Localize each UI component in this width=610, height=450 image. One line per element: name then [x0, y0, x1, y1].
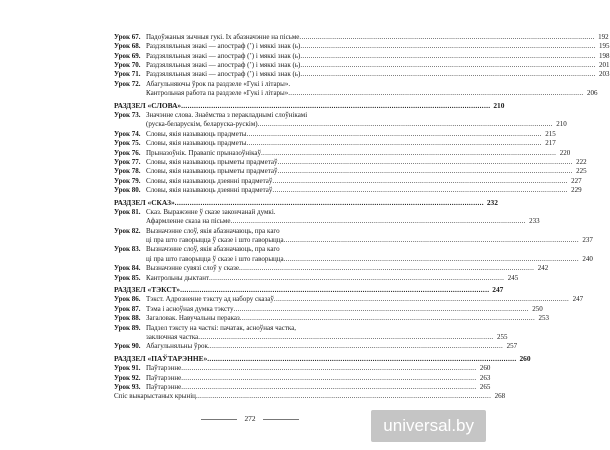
page-ref: 215: [545, 129, 556, 138]
lesson-title-line1: Падзел тэксту на часткі: пачатак, асноўная частка,: [146, 323, 297, 332]
lesson-title: [146, 149, 556, 158]
lesson-title: [146, 158, 573, 167]
lesson-title: [146, 186, 568, 195]
leader-dots: ................................................................................................................................................: [300, 51, 596, 60]
lesson-title-text: Раздзяляльныя знакі — апостраф (’) і мяккі знак (ь): [146, 42, 301, 51]
lesson-title: [146, 342, 503, 351]
leader-dots: ................................................................................................................................................: [198, 333, 494, 341]
section-title-text: РАЗДЗЕЛ «СЛОВА»: [114, 100, 182, 110]
page-ref: 192: [598, 32, 609, 41]
lesson-title-line2-text: ці пра што гаворыцца ў сказе і што гаворыцца: [146, 236, 284, 245]
lesson-title-line2-text: (руска-беларускім, беларуска-рускім): [146, 120, 258, 129]
leader-dots: ................................................................................................................................................: [300, 61, 596, 70]
lesson-title-text: Раздзяляльныя знакі — апостраф (’) і мяккі знак (ь): [146, 61, 301, 70]
lesson-number: Урок 67.: [114, 32, 141, 41]
lesson-title-line2: [146, 120, 553, 129]
lesson-title-line1: Значэнне слова. Знаёмства з перакладнымі слоўнікамі: [146, 111, 308, 120]
lesson-number: Урок 92.: [114, 373, 141, 382]
page-ref: 260: [479, 364, 491, 373]
lesson-title-text: Абагульняльны ўрок: [146, 342, 208, 351]
leader-dots: ................................................................................................................................................: [238, 264, 535, 273]
lesson-number: Урок 69.: [114, 51, 141, 60]
lesson-title: [146, 314, 535, 323]
toc-entry: [114, 245, 376, 254]
leader-dots: ................................................................................................................................................: [195, 392, 492, 401]
lesson-title-text: Словы, якія называюць прадметы: [146, 139, 247, 148]
lesson-number: Урок 79.: [114, 176, 141, 185]
section-title: [114, 355, 517, 364]
lesson-title-text: Словы, якія называюць прыметы прадметаў: [146, 157, 278, 166]
lesson-title-text: Словы, якія называюць дзеянні прадметаў: [146, 176, 273, 185]
leader-dots: ................................................................................................................................................: [272, 176, 568, 185]
lesson-title: [146, 264, 534, 273]
toc-entry: [114, 138, 556, 148]
leader-dots: ................................................................................................................................................: [239, 314, 535, 323]
toc-entry: [114, 176, 582, 185]
page-ref: 247: [492, 285, 504, 295]
lesson-title-text: Прыназоўнік. Правапіс прыназоўнікаў: [146, 148, 261, 157]
section-title: [114, 102, 490, 111]
toc-entry: [114, 382, 491, 391]
lesson-title-text: Тэма і асноўная думка тэксту: [146, 304, 234, 313]
lesson-title-text: Раздзяляльныя знакі — апостраф (’) і мяккі знак (ь): [146, 70, 301, 79]
lesson-title-text: Словы, якія называюць дзеянні прадметаў: [146, 186, 273, 195]
lesson-title-text: Паўтарэнне: [146, 382, 182, 391]
section-heading: [114, 285, 504, 295]
table-of-contents: [114, 32, 610, 401]
toc-entry: [114, 51, 610, 60]
lesson-title-line2-text: Кантрольная работа па раздзеле «Гукі і літары»: [146, 89, 289, 98]
page-ref: 220: [559, 148, 571, 157]
lesson-number: Урок 75.: [114, 139, 141, 148]
leader-dots: ................................................................................................................................................: [300, 42, 596, 51]
page-ref: 198: [599, 51, 610, 60]
lesson-title-text: Паўтарэнне: [146, 373, 182, 382]
lesson-title: [146, 383, 476, 392]
toc-entry-continued: [114, 216, 540, 226]
plain-title: [114, 392, 491, 401]
lesson-title: [146, 52, 596, 61]
leader-dots: ................................................................................................................................................: [174, 197, 484, 207]
lesson-number: Урок 74.: [114, 129, 141, 138]
page-ref: 222: [576, 157, 587, 166]
lesson-number: Урок 85.: [114, 273, 141, 282]
lesson-number: Урок 93.: [114, 382, 141, 391]
lesson-number: Урок 76.: [114, 148, 141, 157]
toc-entry: [114, 129, 556, 138]
leader-dots: ................................................................................................................................................: [283, 254, 579, 263]
leader-dots: ................................................................................................................................................: [300, 70, 596, 79]
toc-entry: [114, 207, 376, 216]
page-ref: 227: [571, 176, 582, 185]
lesson-title-line2: [146, 255, 579, 264]
leader-dots: ................................................................................................................................................: [233, 304, 529, 313]
toc-entry: [114, 373, 491, 382]
section-title-text: РАЗДЗЕЛ «СКАЗ»: [114, 197, 175, 207]
lesson-number: Урок 71.: [114, 70, 141, 79]
toc-entry-continued: [114, 88, 598, 98]
lesson-title: [146, 274, 504, 283]
leader-dots: ................................................................................................................................................: [181, 364, 477, 373]
section-title: [114, 199, 484, 208]
lesson-title-line2-text: ці пра што гаворыцца ў сказе і што гаворыцца: [146, 254, 284, 263]
leader-dots: ................................................................................................................................................: [246, 129, 542, 138]
page-ref: 242: [537, 264, 549, 273]
page-ref: 233: [529, 217, 540, 226]
lesson-title-text: Тэкст. Адрозненне тэксту ад набору сказаў: [146, 295, 274, 304]
lesson-title-line2: [146, 236, 579, 245]
toc-entry-continued: [114, 120, 567, 129]
leader-dots: ................................................................................................................................................: [299, 32, 595, 41]
lesson-number: Урок 80.: [114, 186, 141, 195]
page-ref: 245: [507, 273, 519, 282]
lesson-number: Урок 91.: [114, 364, 141, 373]
page-ref: 229: [571, 186, 582, 195]
leader-dots: ................................................................................................................................................: [181, 100, 491, 110]
page-ref: 250: [532, 304, 543, 313]
plain-title-text: Спіс выкарыстаных крыніц: [114, 392, 196, 401]
lesson-number: Урок 84.: [114, 264, 141, 273]
page-ref: 247: [572, 295, 584, 304]
lesson-number: Урок 86.: [114, 295, 141, 304]
leader-dots: ................................................................................................................................................: [209, 273, 505, 282]
lesson-title-text: Словы, якія называюць прадметы: [146, 129, 247, 138]
lesson-title-text: Падоўжаныя зычныя гукі. Іх абазначэнне на пісьме: [146, 32, 300, 41]
lesson-title-line2: [146, 333, 493, 342]
page-ref: 210: [556, 120, 567, 129]
leader-dots: ................................................................................................................................................: [181, 373, 477, 382]
section-title-text: РАЗДЗЕЛ «ПАЎТАРЭННЕ»: [114, 353, 208, 363]
lesson-title-text: Кантрольны дыктант: [146, 273, 209, 282]
lesson-number: Урок 73.: [114, 111, 141, 120]
lesson-title: [146, 374, 476, 383]
lesson-title-text: Раздзяляльныя знакі — апостраф (’) і мяккі знак (ь): [146, 51, 301, 60]
page-number: 272: [244, 414, 256, 423]
toc-entry-plain: [114, 391, 506, 401]
lesson-number: Урок 87.: [114, 304, 141, 313]
lesson-number: Урок 70.: [114, 61, 141, 70]
toc-entry-continued: [114, 254, 593, 263]
toc-entry: [114, 185, 582, 195]
toc-entry: [114, 32, 609, 41]
lesson-title: [146, 305, 529, 314]
leader-dots: ................................................................................................................................................: [277, 157, 573, 166]
leader-dots: ................................................................................................................................................: [180, 285, 490, 295]
leader-dots: ................................................................................................................................................: [277, 167, 573, 176]
lesson-title-text: Вызначэнне сувязі слоў у сказе: [146, 264, 239, 273]
section-heading: [114, 197, 498, 207]
lesson-title: [146, 42, 596, 51]
lesson-title: [146, 61, 596, 70]
leader-dots: ................................................................................................................................................: [272, 186, 568, 195]
toc-entry: [114, 363, 491, 373]
lesson-title-line2-text: заключная частка: [146, 333, 199, 341]
lesson-title-line1: Вызначэнне слоў, якія абазначаюць, пра каго: [146, 226, 280, 235]
page-ref: 195: [599, 42, 610, 51]
lesson-title: [146, 167, 573, 176]
lesson-number: Урок 77.: [114, 157, 141, 166]
toc-entry: [114, 295, 584, 304]
page-ref: 260: [519, 353, 531, 363]
lesson-number: Урок 82.: [114, 226, 141, 235]
lesson-number: Урок 88.: [114, 314, 141, 323]
toc-entry-continued: [114, 332, 508, 341]
page-ref: 232: [486, 197, 498, 207]
lesson-number: Урок 78.: [114, 167, 141, 176]
lesson-number: Урок 83.: [114, 245, 141, 254]
toc-entry: [114, 226, 376, 235]
leader-dots: ................................................................................................................................................: [260, 148, 557, 157]
leader-dots: ................................................................................................................................................: [257, 120, 553, 129]
lesson-title: [146, 33, 595, 42]
toc-entry: [114, 148, 571, 157]
toc-entry: [114, 157, 587, 166]
leader-dots: ................................................................................................................................................: [288, 89, 584, 98]
toc-entry-continued: [114, 235, 593, 245]
lesson-title: [146, 70, 596, 79]
page-ref: 206: [586, 89, 598, 98]
toc-entry: [114, 323, 376, 332]
page-ref: 201: [599, 61, 610, 70]
toc-entry: [114, 313, 549, 323]
toc-entry: [114, 41, 610, 51]
toc-entry: [114, 60, 610, 70]
lesson-title-text: Словы, якія называюць прыметы прадметаў: [146, 167, 278, 176]
lesson-title-text: Паўтарэнне: [146, 364, 182, 373]
toc-entry: [114, 70, 610, 79]
toc-entry: [114, 342, 518, 351]
lesson-title: [146, 295, 569, 304]
lesson-title: [146, 177, 568, 186]
watermark-logo: universal.by: [371, 410, 486, 442]
toc-entry: [114, 273, 519, 282]
toc-entry: [114, 166, 587, 176]
lesson-number: Урок 90.: [114, 342, 141, 351]
page-ref: 203: [599, 70, 610, 79]
lesson-title-line1: Абагульняючы ўрок па раздзеле «Гукі і літары».: [146, 79, 291, 88]
lesson-title: [146, 139, 542, 148]
leader-dots: ................................................................................................................................................: [246, 139, 542, 148]
lesson-title-line1: Вызначэнне слоў, якія абазначаюць, пра каго: [146, 245, 280, 254]
page-ref: 263: [479, 373, 491, 382]
lesson-title: [146, 364, 476, 373]
lesson-number: Урок 68.: [114, 42, 141, 51]
lesson-title-text: Загаловак. Навучальны пераказ: [146, 314, 240, 323]
leader-dots: ................................................................................................................................................: [273, 295, 570, 304]
lesson-number: Урок 81.: [114, 207, 141, 216]
toc-entry: [114, 304, 543, 313]
lesson-title-line1: Сказ. Выражэнне ў сказе закончанай думкі.: [146, 207, 276, 216]
page-ref: 265: [479, 382, 491, 391]
leader-dots: ................................................................................................................................................: [283, 236, 579, 245]
page-ref: 268: [494, 392, 506, 401]
page-ref: 240: [582, 254, 593, 263]
leader-dots: ................................................................................................................................................: [207, 353, 517, 363]
section-heading: [114, 100, 505, 110]
lesson-title-line2: [146, 217, 526, 226]
lesson-number: Урок 72.: [114, 79, 141, 88]
lesson-number: Урок 89.: [114, 323, 141, 332]
lesson-title: [146, 130, 542, 139]
leader-dots: ................................................................................................................................................: [207, 342, 504, 351]
leader-dots: ................................................................................................................................................: [181, 382, 477, 391]
footer-rule-right: [263, 419, 299, 420]
toc-entry: [114, 79, 376, 88]
page-ref: 237: [582, 236, 593, 245]
section-title-text: РАЗДЗЕЛ «ТЭКСТ»: [114, 285, 181, 295]
leader-dots: ................................................................................................................................................: [230, 217, 526, 226]
toc-entry: [114, 110, 376, 119]
page-ref: 253: [538, 314, 549, 323]
section-title: [114, 286, 489, 295]
page-ref: 225: [576, 167, 587, 176]
section-heading: [114, 353, 531, 363]
page-ref: 217: [545, 139, 556, 148]
footer-rule-left: [201, 419, 237, 420]
page-ref: 210: [493, 100, 505, 110]
toc-entry: [114, 263, 549, 273]
lesson-title-line2: [146, 89, 583, 98]
page-ref: 255: [496, 333, 508, 341]
page-ref: 257: [506, 342, 518, 351]
lesson-title-line2-text: Афармленне сказа на пісьме: [146, 217, 231, 226]
